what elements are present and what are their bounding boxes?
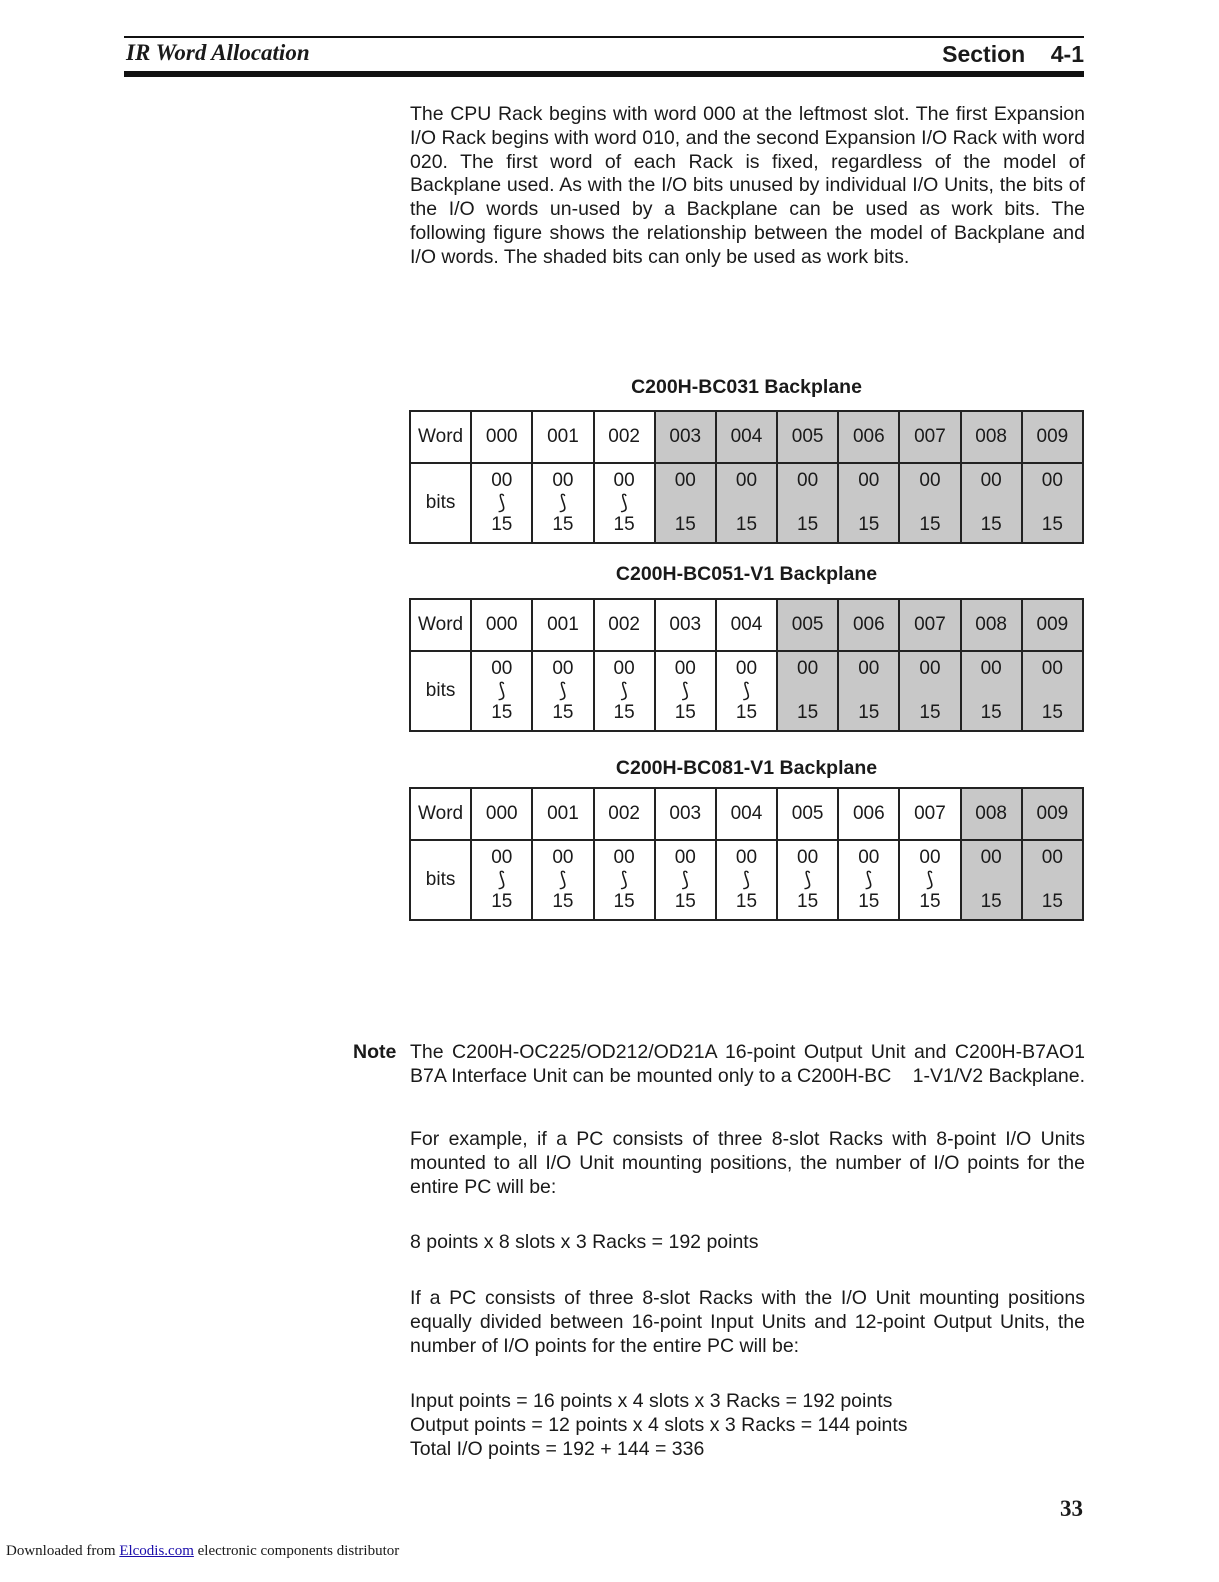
bit-end: 15 (613, 891, 635, 912)
word-cell: 000 (471, 788, 532, 840)
bits-cell (899, 463, 960, 543)
bit-start: 00 (980, 470, 1002, 491)
backplane-table-bc081 (409, 787, 1084, 921)
backplane-title-bc031: C200H-BC031 Backplane (631, 376, 862, 398)
bit-end: 15 (552, 891, 574, 912)
bit-end: 15 (613, 514, 635, 535)
header-rule-bottom (124, 71, 1084, 77)
bit-start: 00 (613, 847, 635, 868)
row-header-bits: bits (410, 840, 471, 920)
note-line-2-end: 1-V1/V2 Backplane. (912, 1065, 1085, 1087)
bit-end: 15 (674, 891, 696, 912)
bits-cell (532, 651, 593, 731)
bit-end: 15 (797, 891, 819, 912)
bit-start: 00 (491, 470, 513, 491)
bit-end: 15 (1041, 702, 1063, 723)
backplane-table-bc031 (409, 410, 1084, 544)
word-cell: 003 (655, 788, 716, 840)
footer-suffix: electronic components distributor (197, 1543, 400, 1559)
bit-end: 15 (491, 514, 513, 535)
bits-cell (1022, 840, 1083, 920)
bits-cell (471, 840, 532, 920)
word-cell: 004 (716, 411, 777, 463)
bit-end: 15 (980, 702, 1002, 723)
bit-start: 00 (552, 470, 574, 491)
bits-row (410, 651, 1083, 731)
range-glyph: ⟆ (681, 869, 690, 891)
range-glyph: ⟆ (497, 869, 506, 891)
word-cell: 002 (594, 411, 655, 463)
bit-end: 15 (552, 514, 574, 535)
note-line-1: The C200H-OC225/OD212/OD21A 16-point Output Unit and C200H-B7AO1 (410, 1041, 1085, 1063)
bit-end: 15 (674, 514, 696, 535)
word-cell: 004 (716, 599, 777, 651)
header-rule-top (124, 36, 1084, 38)
bits-cell (655, 463, 716, 543)
section-word: Section (942, 41, 1026, 67)
range-glyph: ⟆ (559, 869, 567, 891)
bit-start: 00 (1041, 847, 1063, 868)
bit-start: 00 (797, 847, 819, 868)
bits-cell (838, 463, 899, 543)
bits-row (410, 840, 1083, 920)
intro-paragraph: The CPU Rack begins with word 000 at the leftmost slot. The first Expansion I/O Rack begins with word 010, and the second Expansion I/O Rack with word 020. The first word of each Rack is fixed, regardless of the model of Backplane used. As with the I/O bits unused by individual I/O Units, the bits of the I/O words un-used by a Backplane can be used as work bits. The following figure shows the relationship between the model of Backplane and I/O words. The shaded bits can only be used as work bits. (410, 103, 1085, 268)
bits-row (410, 463, 1083, 543)
range-glyph: ⟆ (559, 492, 567, 514)
section-label (942, 41, 1084, 68)
range-glyph: ⟆ (497, 492, 506, 514)
range-glyph: ⟆ (620, 869, 628, 891)
word-cell: 002 (594, 788, 655, 840)
bits-cell (777, 840, 838, 920)
bits-cell (655, 651, 716, 731)
bits-cell (899, 840, 960, 920)
range-glyph: ⟆ (620, 680, 628, 702)
example-paragraph-2: If a PC consists of three 8-slot Racks with the I/O Unit mounting positions equally divided between 16-point Input Units and 12-point Output Units, the number of I/O points for the entire PC will be: (410, 1287, 1085, 1357)
bit-end: 15 (491, 891, 513, 912)
calc-output: Output points = 12 points x 4 slots x 3 Racks = 144 points (410, 1414, 908, 1436)
bit-start: 00 (797, 470, 819, 491)
note-label: Note (353, 1041, 397, 1063)
word-cell: 009 (1022, 411, 1083, 463)
bit-end: 15 (1041, 514, 1063, 535)
word-cell: 001 (532, 599, 593, 651)
bit-start: 00 (613, 658, 635, 679)
bit-start: 00 (797, 658, 819, 679)
bit-start: 00 (674, 847, 696, 868)
word-cell: 009 (1022, 599, 1083, 651)
row-header-word: Word (410, 788, 471, 840)
bit-end: 15 (980, 891, 1002, 912)
bit-end: 15 (613, 702, 635, 723)
bit-start: 00 (552, 847, 574, 868)
bits-cell (716, 651, 777, 731)
bits-cell (532, 463, 593, 543)
word-cell: 006 (838, 411, 899, 463)
calc-input: Input points = 16 points x 4 slots x 3 Racks = 192 points (410, 1390, 893, 1412)
row-header-word: Word (410, 599, 471, 651)
bit-start: 00 (1041, 470, 1063, 491)
range-glyph: ⟆ (497, 680, 506, 702)
word-cell: 008 (961, 411, 1022, 463)
backplane-table-bc051 (409, 598, 1084, 732)
bit-start: 00 (674, 658, 696, 679)
bits-cell (961, 840, 1022, 920)
range-glyph: ⟆ (803, 869, 812, 891)
bits-cell (471, 651, 532, 731)
bits-cell (716, 840, 777, 920)
bits-cell (961, 651, 1022, 731)
word-cell: 005 (777, 411, 838, 463)
word-cell: 006 (838, 788, 899, 840)
bits-cell (838, 840, 899, 920)
word-cell: 009 (1022, 788, 1083, 840)
bits-cell (777, 463, 838, 543)
word-cell: 005 (777, 599, 838, 651)
bits-cell (716, 463, 777, 543)
word-cell: 006 (838, 599, 899, 651)
word-cell: 001 (532, 411, 593, 463)
word-cell: 003 (655, 411, 716, 463)
word-cell: 001 (532, 788, 593, 840)
word-cell: 008 (961, 788, 1022, 840)
bit-end: 15 (858, 891, 880, 912)
running-header-title: IR Word Allocation (126, 40, 310, 65)
bits-cell (655, 840, 716, 920)
bits-cell (961, 463, 1022, 543)
range-glyph: ⟆ (742, 680, 751, 702)
bit-start: 00 (735, 847, 758, 868)
row-header-word: Word (410, 411, 471, 463)
bit-start: 00 (980, 658, 1002, 679)
bit-end: 15 (858, 702, 880, 723)
row-header-bits: bits (410, 463, 471, 543)
example-paragraph-1: For example, if a PC consists of three 8-slot Racks with 8-point I/O Units mounted to all I/O Unit mounting positions, the number of I/O points for the entire PC will be: (410, 1128, 1085, 1198)
word-cell: 000 (471, 599, 532, 651)
range-glyph: ⟆ (681, 680, 690, 702)
range-glyph: ⟆ (926, 869, 934, 891)
range-glyph: ⟆ (742, 869, 751, 891)
word-cell: 000 (471, 411, 532, 463)
note-line-2 (410, 1065, 1085, 1089)
bit-start: 00 (858, 847, 880, 868)
bits-cell (594, 840, 655, 920)
bit-end: 15 (735, 891, 758, 912)
bit-end: 15 (797, 702, 819, 723)
bit-end: 15 (735, 702, 758, 723)
bit-end: 15 (674, 702, 696, 723)
bit-start: 00 (613, 470, 635, 491)
footer-prefix: Downloaded from (6, 1543, 116, 1559)
bit-start: 00 (491, 847, 513, 868)
bit-start: 00 (552, 658, 574, 679)
bits-cell (1022, 651, 1083, 731)
bits-cell (532, 840, 593, 920)
bits-cell (471, 463, 532, 543)
bit-start: 00 (491, 658, 513, 679)
word-cell: 004 (716, 788, 777, 840)
bit-start: 00 (858, 470, 880, 491)
bit-end: 15 (1041, 891, 1063, 912)
bits-cell (899, 651, 960, 731)
word-row (410, 599, 1083, 651)
bits-cell (777, 651, 838, 731)
range-glyph: ⟆ (620, 492, 628, 514)
bit-start: 00 (1041, 658, 1063, 679)
note-line-2-text: B7A Interface Unit can be mounted only to a C200H-BC (410, 1065, 892, 1087)
bit-start: 00 (858, 658, 880, 679)
bit-start: 00 (980, 847, 1002, 868)
word-row (410, 411, 1083, 463)
bits-cell (1022, 463, 1083, 543)
range-glyph: ⟆ (864, 869, 873, 891)
page-number: 33 (1060, 1496, 1083, 1521)
word-cell: 007 (899, 788, 960, 840)
bit-start: 00 (735, 470, 758, 491)
bits-cell (594, 463, 655, 543)
row-header-bits: bits (410, 651, 471, 731)
word-cell: 007 (899, 411, 960, 463)
section-number: 4-1 (1050, 41, 1084, 67)
bit-start: 00 (919, 470, 941, 491)
word-cell: 002 (594, 599, 655, 651)
word-row (410, 788, 1083, 840)
calc-total: Total I/O points = 192 + 144 = 336 (410, 1438, 705, 1460)
backplane-title-bc081: C200H-BC081-V1 Backplane (615, 757, 878, 779)
bit-end: 15 (797, 514, 819, 535)
bit-end: 15 (552, 702, 574, 723)
backplane-title-bc051: C200H-BC051-V1 Backplane (615, 563, 878, 585)
download-footer (6, 1543, 399, 1560)
bit-end: 15 (919, 702, 941, 723)
bits-cell (594, 651, 655, 731)
word-cell: 007 (899, 599, 960, 651)
bit-start: 00 (919, 658, 941, 679)
bit-end: 15 (980, 514, 1002, 535)
bit-start: 00 (919, 847, 941, 868)
bit-start: 00 (674, 470, 696, 491)
range-glyph: ⟆ (559, 680, 567, 702)
bit-end: 15 (919, 891, 941, 912)
word-cell: 008 (961, 599, 1022, 651)
bit-end: 15 (735, 514, 758, 535)
word-cell: 003 (655, 599, 716, 651)
bit-end: 15 (919, 514, 941, 535)
bit-end: 15 (491, 702, 513, 723)
word-cell: 005 (777, 788, 838, 840)
formula-line: 8 points x 8 slots x 3 Racks = 192 points (410, 1231, 759, 1253)
footer-link[interactable]: Elcodis.com (119, 1543, 194, 1559)
bit-end: 15 (858, 514, 880, 535)
bit-start: 00 (735, 658, 758, 679)
bits-cell (838, 651, 899, 731)
